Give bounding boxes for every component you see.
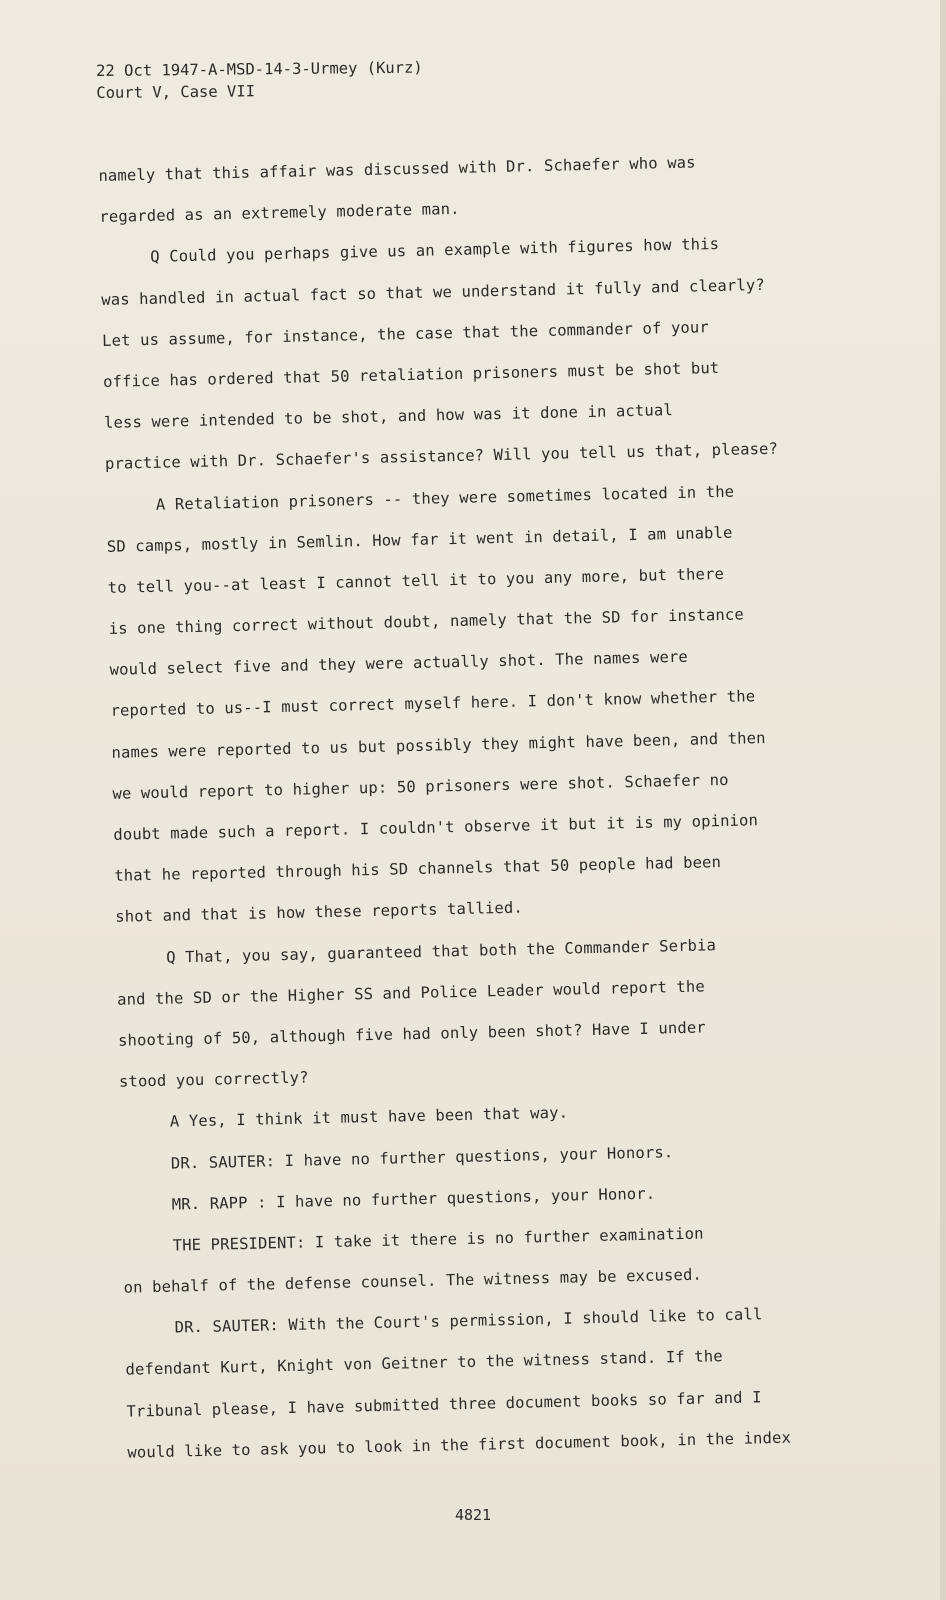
- transcript-line: Let us assume, for instance, the case that the commander of your: [101, 317, 710, 350]
- transcript-line: A Yes, I think it must have been that way.: [169, 1103, 569, 1131]
- transcript-line: Tribunal please, I have submitted three document books so far and I: [126, 1387, 762, 1421]
- transcript-line: regarded as an extremely moderate man.: [99, 199, 460, 227]
- transcript-line: and the SD or the Higher SS and Police Leader would report the: [116, 977, 706, 1009]
- transcript-line: A Retaliation prisoners -- they were sometimes located in the: [155, 482, 735, 514]
- transcript-line: would select five and they were actually shot. The names were: [109, 647, 689, 680]
- transcript-body: [98, 139, 888, 1474]
- transcript-line: DR. SAUTER: With the Court's permission, I should like to call: [174, 1305, 763, 1337]
- transcript-line: would like to ask you to look in the first document book, in the index: [127, 1428, 792, 1462]
- transcript-line: Q Could you perhaps give us an example with figures how this: [150, 235, 720, 267]
- transcript-line: DR. SAUTER: I have no further questions, your Honors.: [170, 1142, 674, 1173]
- transcript-line: stood you correctly?: [118, 1068, 309, 1091]
- transcript-line: we would report to higher up: 50 prisoners were shot. Schaefer no: [112, 770, 729, 803]
- transcript-line: less were intended to be shot, and how was it done in actual: [103, 401, 674, 433]
- transcript-line: was handled in actual fact so that we understand it fully and clearly?: [101, 275, 766, 309]
- transcript-line: is one thing correct without doubt, namely that the SD for instance: [108, 605, 745, 638]
- transcript-line: THE PRESIDENT: I take it there is no further examination: [172, 1224, 704, 1255]
- header-line-date: 22 Oct 1947-A-MSD-14-3-Urmey (Kurz): [96, 58, 423, 80]
- transcript-line: doubt made such a report. I couldn't observe it but it is my opinion: [113, 811, 759, 844]
- transcript-line: practice with Dr. Schaefer's assistance? Will you tell us that, please?: [104, 439, 779, 474]
- transcript-line: SD camps, mostly in Semlin. How far it went in detail, I am unable: [106, 523, 733, 556]
- transcript-line: names were reported to us but possibly they might have been, and then: [111, 728, 766, 762]
- transcript-line: to tell you--at least I cannot tell it to you any more, but there: [107, 564, 725, 597]
- transcript-line: shooting of 50, although five had only been shot? Have I under: [117, 1018, 707, 1050]
- page-number: 4821: [454, 1506, 492, 1524]
- transcript-line: reported to us--I must correct myself here. I don't know whether the: [110, 687, 756, 721]
- transcript-line: on behalf of the defense counsel. The witness may be excused.: [123, 1265, 703, 1297]
- header-line-court: Court V, Case VII: [96, 82, 256, 102]
- transcript-line: that he reported through his SD channels that 50 people had been: [114, 853, 722, 885]
- transcript-line: MR. RAPP : I have no further questions, your Honor.: [171, 1184, 656, 1214]
- document-header: [96, 57, 423, 104]
- transcript-line: shot and that is how these reports tallied.: [115, 898, 524, 927]
- transcript-line: defendant Kurt, Knight von Geitner to the witness stand. If the: [125, 1347, 723, 1380]
- transcript-line: namely that this affair was discussed with Dr. Schaefer who was: [98, 153, 696, 185]
- transcript-line: Q That, you say, guaranteed that both the Commander Serbia: [165, 935, 717, 967]
- transcript-line: office has ordered that 50 retaliation prisoners must be shot but: [102, 358, 720, 391]
